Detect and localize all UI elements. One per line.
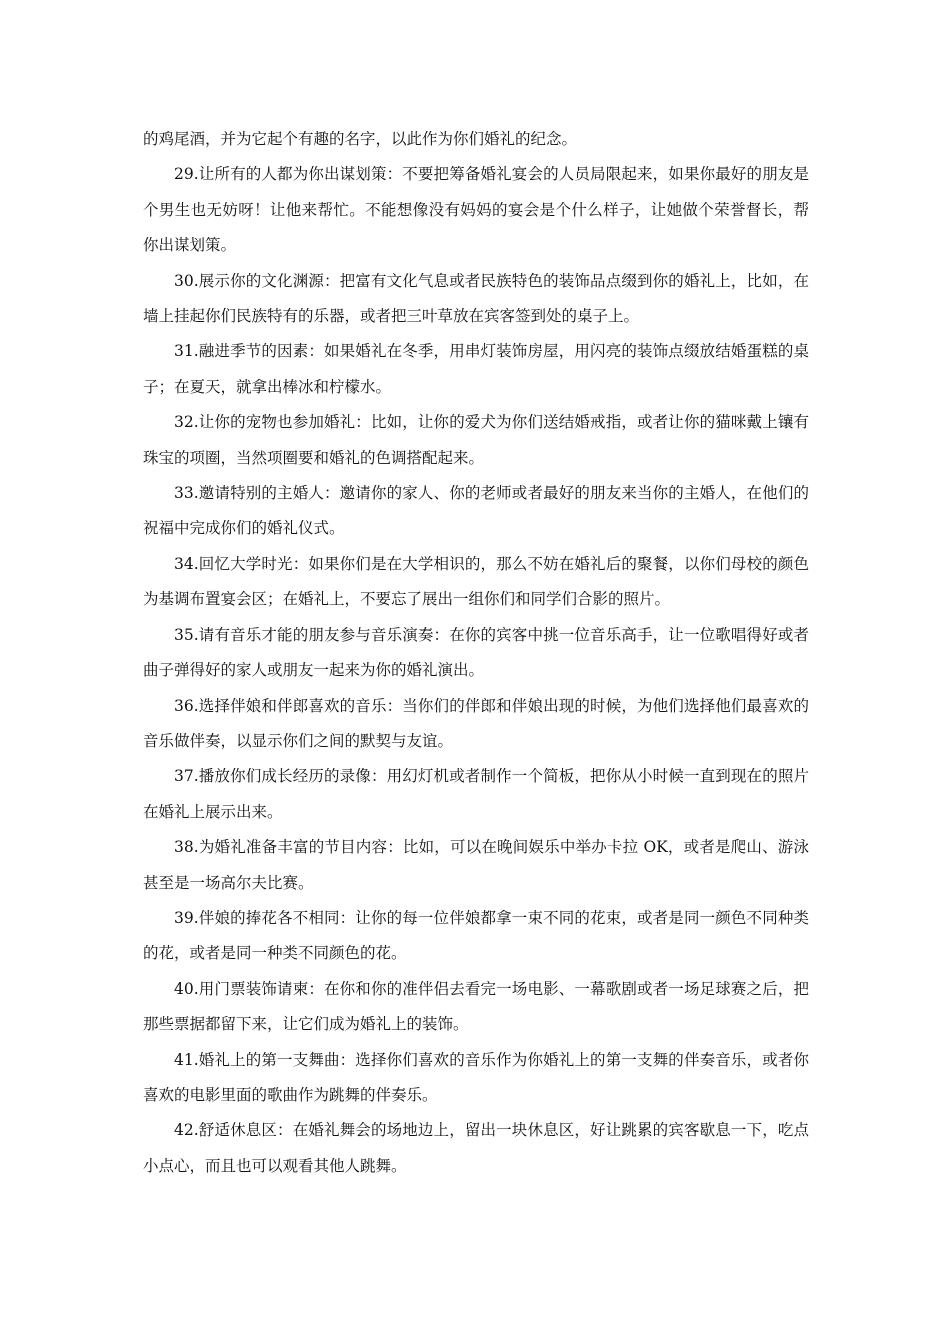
paragraph-item-37: 37.播放你们成长经历的录像：用幻灯机或者制作一个简板，把你从小时候一直到现在的照片在婚礼上展示出来。 (143, 767, 809, 821)
paragraph-item-31: 31.融进季节的因素：如果婚礼在冬季，用串灯装饰房屋，用闪亮的装饰点缀放结婚蛋糕的桌子；在夏天，就拿出棒冰和柠檬水。 (143, 342, 809, 396)
paragraph-item-42: 42.舒适休息区：在婚礼舞会的场地边上，留出一块休息区，好让跳累的宾客歇息一下，吃点小点心，而且也可以观看其他人跳舞。 (143, 1121, 809, 1175)
paragraph-item-41: 41.婚礼上的第一支舞曲：选择你们喜欢的音乐作为你婚礼上的第一支舞的伴奏音乐，或者你喜欢的电影里面的歌曲作为跳舞的伴奏乐。 (143, 1050, 809, 1104)
paragraph-item-29: 29.让所有的人都为你出谋划策：不要把筹备婚礼宴会的人员局限起来，如果你最好的朋友是个男生也无妨呀！让他来帮忙。不能想像没有妈妈的宴会是个什么样子，让她做个荣誉督长，帮你出谋划策。 (143, 165, 809, 255)
paragraph-item-35: 35.请有音乐才能的朋友参与音乐演奏：在你的宾客中挑一位音乐高手，让一位歌唱得好或者曲子弹得好的家人或朋友一起来为你的婚礼演出。 (143, 625, 809, 680)
paragraph-item-40: 40.用门票装饰请柬：在你和你的准伴侣去看完一场电影、一幕歌剧或者一场足球赛之后，把那些票据都留下来，让它们成为婚礼上的装饰。 (143, 979, 809, 1034)
document-body (143, 122, 809, 1184)
paragraph-item-30: 30.展示你的文化渊源：把富有文化气息或者民族特色的装饰品点缀到你的婚礼上，比如，在墙上挂起你们民族特有的乐器，或者把三叶草放在宾客签到处的桌子上。 (143, 271, 809, 326)
paragraph-continuation: 的鸡尾酒，并为它起个有趣的名字，以此作为你们婚礼的纪念。 (143, 130, 578, 148)
paragraph-item-38: 38.为婚礼准备丰富的节目内容：比如，可以在晚间娱乐中举办卡拉 OK，或者是爬山、游泳甚至是一场高尔夫比赛。 (143, 838, 809, 892)
paragraph-item-36: 36.选择伴娘和伴郎喜欢的音乐：当你们的伴郎和伴娘出现的时候，为他们选择他们最喜欢的音乐做伴奏，以显示你们之间的默契与友谊。 (143, 696, 809, 750)
paragraph-item-39: 39.伴娘的捧花各不相同：让你的每一位伴娘都拿一束不同的花束，或者是同一颜色不同种类的花，或者是同一种类不同颜色的花。 (143, 908, 809, 963)
paragraph-item-33: 33.邀请特别的主婚人：邀请你的家人、你的老师或者最好的朋友来当你的主婚人，在他们的祝福中完成你们的婚礼仪式。 (143, 484, 809, 538)
paragraph-item-32: 32.让你的宠物也参加婚礼：比如，让你的爱犬为你们送结婚戒指，或者让你的猫咪戴上镶有珠宝的项圈，当然项圈要和婚礼的色调搭配起来。 (143, 413, 809, 467)
paragraph-item-34: 34.回忆大学时光：如果你们是在大学相识的，那么不妨在婚礼后的聚餐，以你们母校的颜色为基调布置宴会区；在婚礼上，不要忘了展出一组你们和同学们合影的照片。 (143, 554, 809, 609)
